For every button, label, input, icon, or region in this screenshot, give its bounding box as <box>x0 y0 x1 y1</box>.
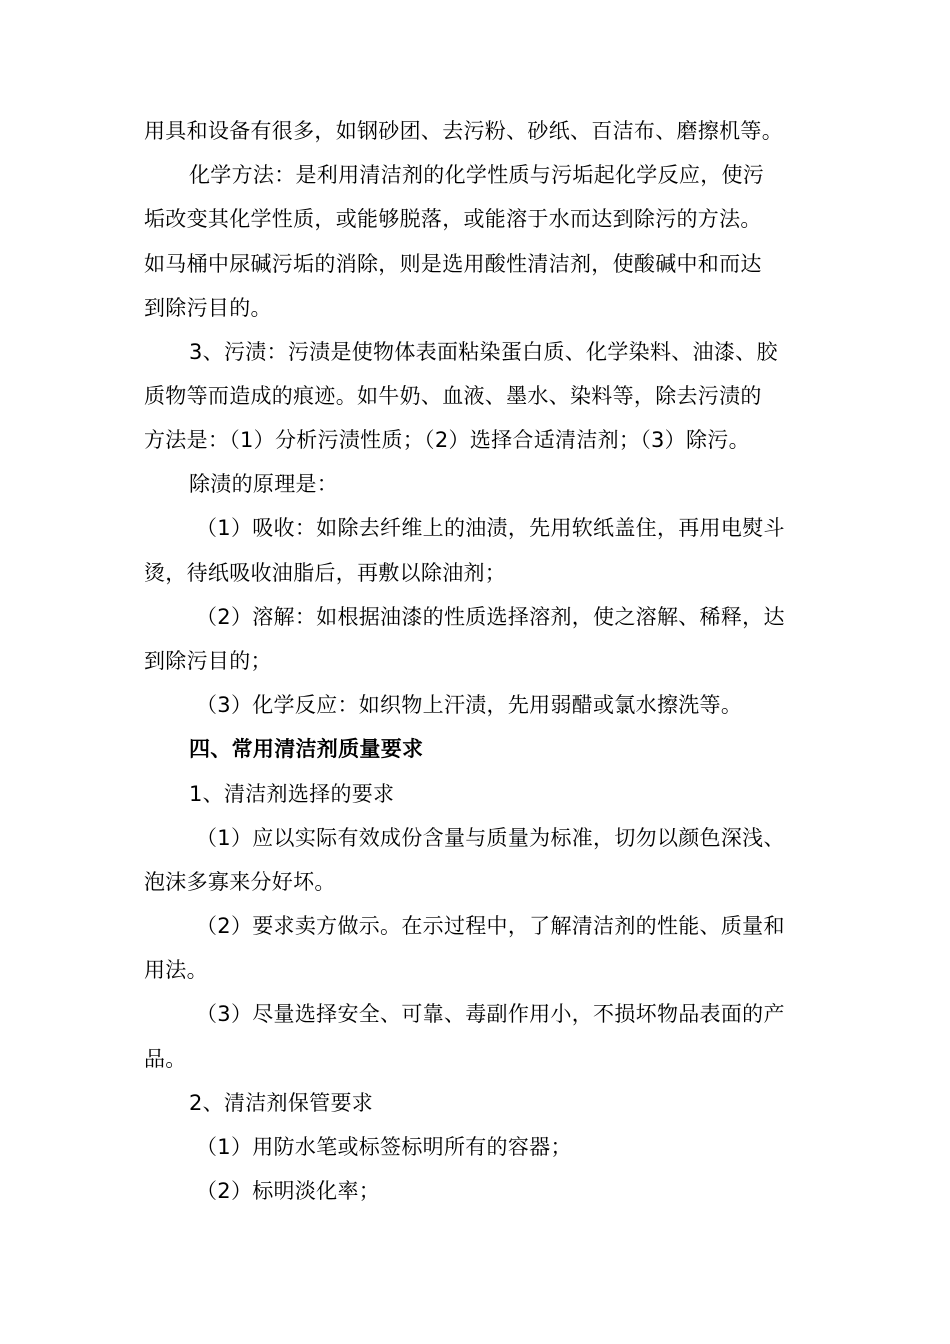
text-line: 烫，待纸吸收油脂后，再敷以除油剂； <box>144 561 507 585</box>
list-item: （1）用防水笔或标签标明所有的容器； <box>196 1135 572 1159</box>
list-item-chemical-reaction: （3）化学反应：如织物上汗渍，先用弱醋或氯水擦洗等。 <box>196 693 743 717</box>
list-item: （3）尽量选择安全、可靠、毒副作用小，不损坏物品表面的产 <box>196 1002 785 1026</box>
paragraph-start-principle: 除渍的原理是： <box>189 472 339 496</box>
text-line: 泡沫多寡来分好坏。 <box>144 870 336 894</box>
text-line: 用具和设备有很多，如钢砂团、去污粉、砂纸、百洁布、磨擦机等。 <box>144 119 783 143</box>
text-line: 到除污目的； <box>144 649 272 673</box>
paragraph-start-stains: 3、污渍：污渍是使物体表面粘染蛋白质、化学染料、油漆、胶 <box>189 340 778 364</box>
paragraph-start-chemical-method: 化学方法：是利用清洁剂的化学性质与污垢起化学反应，使污 <box>189 163 765 187</box>
text-line: 方法是：（1）分析污渍性质；（2）选择合适清洁剂；（3）除污。 <box>144 428 750 452</box>
list-item: （2）标明淡化率； <box>196 1179 381 1203</box>
subsection-heading: 2、清洁剂保管要求 <box>189 1091 374 1115</box>
list-item: （2）要求卖方做示。在示过程中，了解清洁剂的性能、质量和 <box>196 914 785 938</box>
text-line: 到除污目的。 <box>144 296 272 320</box>
list-item-dissolve: （2）溶解：如根据油漆的性质选择溶剂，使之溶解、稀释，达 <box>196 605 785 629</box>
text-line: 垢改变其化学性质，或能够脱落，或能溶于水而达到除污的方法。 <box>144 207 762 231</box>
list-item: （1）应以实际有效成份含量与质量为标准，切勿以颜色深浅、 <box>196 826 785 850</box>
text-line: 质物等而造成的痕迹。如牛奶、血液、墨水、染料等，除去污渍的 <box>144 384 762 408</box>
list-item-absorb: （1）吸收：如除去纤维上的油渍，先用软纸盖住，再用电熨斗 <box>196 516 785 540</box>
subsection-heading: 1、清洁剂选择的要求 <box>189 782 395 806</box>
text-line: 用法。 <box>144 958 208 982</box>
section-heading: 四、常用清洁剂质量要求 <box>189 737 424 761</box>
text-line: 品。 <box>144 1047 187 1071</box>
text-line: 如马桶中尿碱污垢的消除，则是选用酸性清洁剂，使酸碱中和而达 <box>144 252 762 276</box>
